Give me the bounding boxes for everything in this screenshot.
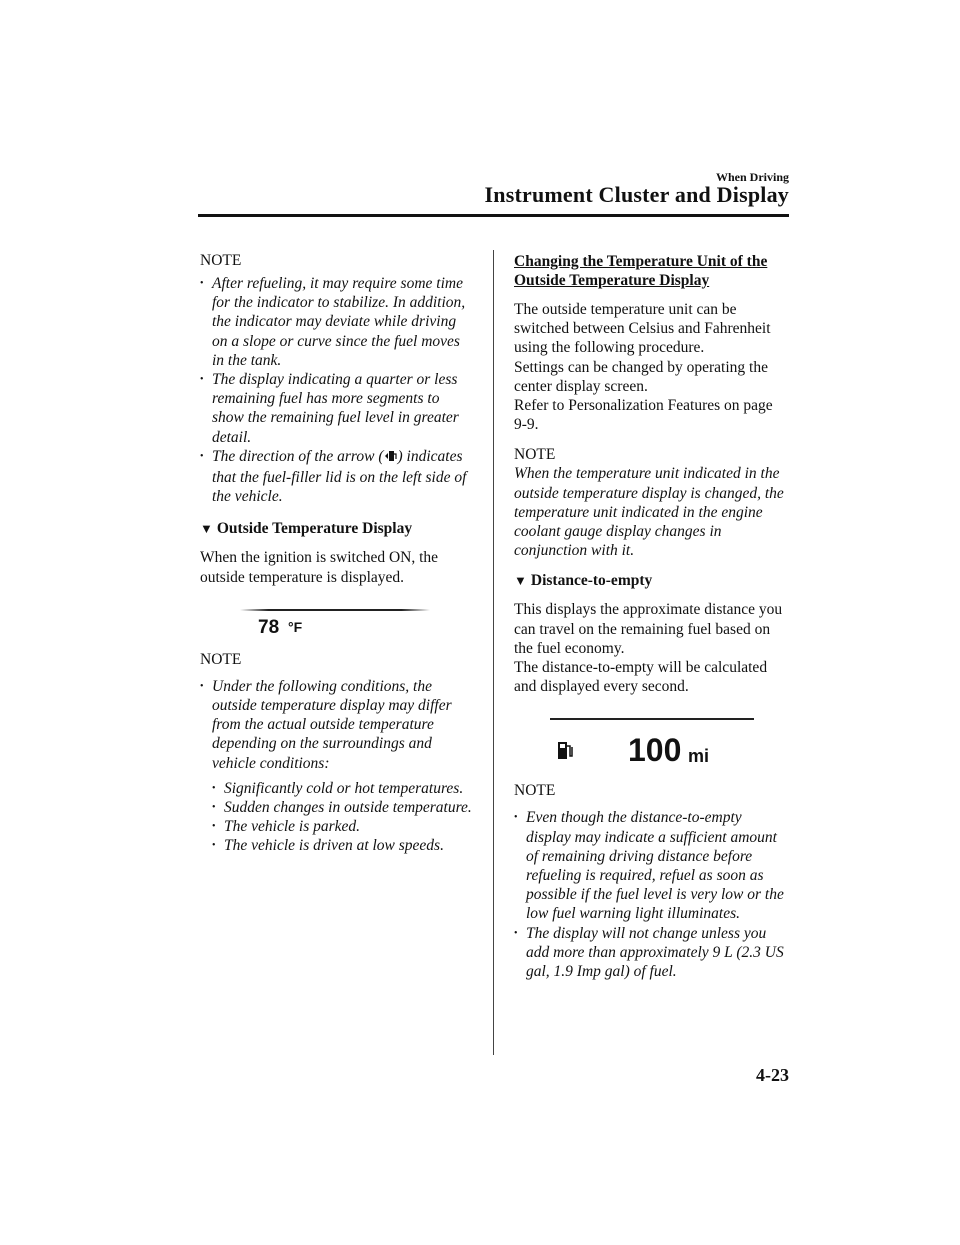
note-sublist	[212, 779, 475, 856]
note-label: NOTE	[514, 782, 556, 800]
note-item: • The display will not change unless you add more than approximately 9 L (2.3 US gal, 1.9 Imp gal) of fuel.	[514, 924, 789, 982]
display-rule	[240, 609, 430, 611]
note-text-part: The direction of the arrow (	[212, 447, 384, 465]
note-list	[200, 274, 475, 506]
note-item: • The display indicating a quarter or less remaining fuel has more segments to show the remaining fuel level in greater detail.	[200, 370, 475, 447]
body-text: The outside temperature unit can be switched between Celsius and Fahrenheit using the following procedure.	[514, 301, 771, 357]
running-header-section: When Driving	[715, 170, 789, 184]
note-subitem: • The vehicle is parked.	[212, 817, 475, 836]
note-item	[200, 447, 475, 507]
body-text: Settings can be changed by operating the center display screen.	[514, 358, 768, 395]
page-number: 4-23	[756, 1065, 789, 1085]
body-text: This displays the approximate distance you can travel on the remaining fuel based on the fuel economy.	[514, 601, 783, 657]
note-subitem: • Sudden changes in outside temperature.	[212, 798, 475, 817]
subsection-heading-temp-unit: Changing the Temperature Unit of the Outside Temperature Display	[514, 253, 768, 289]
note-item: • Even though the distance-to-empty display may indicate a sufficient amount of remaining driving distance before refueling is required, refuel as soon as possible if the fuel level is very low or the low fuel warning light illuminates.	[514, 808, 789, 923]
page-title: Instrument Cluster and Display	[484, 182, 789, 207]
distance-value: 100	[628, 732, 682, 769]
column-divider	[493, 250, 494, 1055]
display-rule	[550, 718, 754, 720]
section-heading-distance-to-empty: ▼ Distance-to-empty	[514, 572, 653, 590]
temp-value: 78	[258, 616, 280, 638]
note-text-part: ) indicates that the fuel-filler lid is on the left side of the vehicle.	[212, 447, 467, 506]
note-label: NOTE	[200, 650, 242, 668]
section-heading-outside-temp: ▼ Outside Temperature Display	[200, 520, 413, 538]
note-subitem: • The vehicle is driven at low speeds.	[212, 836, 475, 855]
triangle-marker-icon: ▼	[514, 573, 527, 589]
outside-temp-display	[200, 601, 475, 651]
note-list	[514, 808, 789, 981]
triangle-marker-icon: ▼	[200, 521, 213, 537]
note-text: When the temperature unit indicated in the outside temperature display is changed, the temperature unit indicated in the engine coolant gauge display changes in conjunction with it.	[514, 465, 784, 560]
note-label: NOTE	[200, 252, 242, 269]
body-text: Refer to Personalization Features on page 9-9.	[514, 397, 773, 434]
fuel-pump-icon	[556, 738, 574, 767]
body-text: When the ignition is switched ON, the outside temperature is displayed.	[200, 549, 439, 586]
note-item: • After refueling, it may require some time for the indicator to stabilize. In addition, the indicator may deviate while driving on a slope or curve since the fuel moves in the tank.	[200, 274, 475, 370]
distance-to-empty-display	[514, 708, 789, 780]
temp-unit: °F	[288, 618, 303, 635]
left-column	[200, 252, 475, 856]
note-subitem: • Significantly cold or hot temperatures.	[212, 779, 475, 798]
distance-unit: mi	[688, 746, 710, 767]
right-column	[514, 252, 789, 981]
note-label: NOTE	[514, 446, 556, 464]
note-list	[200, 677, 475, 856]
note-intro: Under the following conditions, the outside temperature display may differ from the actual outside temperature depending on the surroundings and vehicle conditions:	[212, 677, 452, 772]
body-text: The distance-to-empty will be calculated and displayed every second.	[514, 659, 768, 696]
fuel-pump-arrow-icon	[384, 449, 398, 468]
header-rule	[198, 214, 789, 217]
note-item	[200, 677, 475, 856]
